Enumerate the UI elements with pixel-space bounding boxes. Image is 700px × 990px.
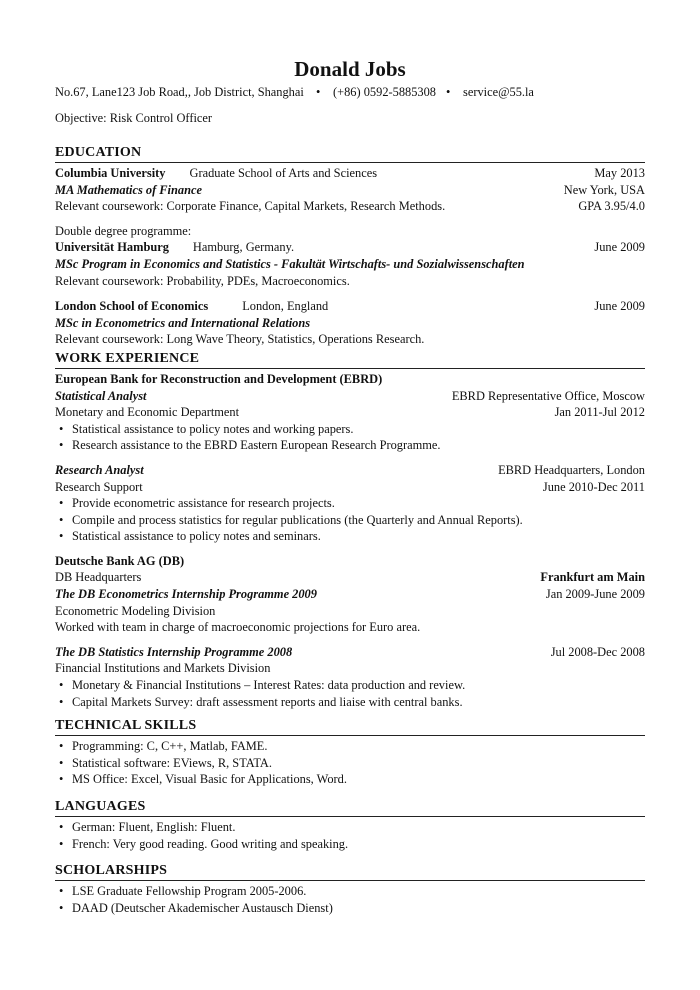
school-name: Columbia University [55, 166, 166, 180]
education-location: London, England [242, 299, 329, 314]
contact-separator: • [446, 85, 451, 99]
section-heading-languages: LANGUAGES [55, 799, 645, 817]
section-heading-work-experience: WORK EXPERIENCE [55, 351, 645, 369]
objective: Objective: Risk Control Officer [55, 111, 213, 125]
job-date: June 2010-Dec 2011 [542, 479, 645, 494]
job-title: The DB Statistics Internship Programme 2008 [55, 644, 293, 659]
gpa: GPA 3.95/4.0 [578, 199, 645, 214]
email: service@55.la [463, 85, 534, 99]
employer-ebrd: European Bank for Reconstruction and Development (EBRD) [55, 371, 383, 386]
education-location: New York, USA [563, 182, 645, 197]
section-heading-scholarships: SCHOLARSHIPS [55, 863, 645, 881]
list-item: • Programming: C, C++, Matlab, FAME. [55, 738, 645, 755]
education-date: June 2009 [594, 240, 645, 255]
education-location: Hamburg, Germany. [192, 240, 295, 255]
list-item: • French: Very good reading. Good writing and speaking. [55, 836, 645, 853]
job-location: EBRD Headquarters, London [498, 462, 645, 477]
list-item: • German: Fluent, English: Fluent. [55, 819, 645, 836]
job-title: The DB Econometrics Internship Programme 2009 [55, 587, 317, 602]
section-heading-education: EDUCATION [55, 145, 645, 163]
job-date: Jan 2011-Jul 2012 [554, 405, 645, 420]
education-lse [55, 298, 645, 315]
education-date: May 2013 [594, 166, 645, 180]
degree: MSc Program in Economics and Statistics - Fakultät Wirtschafts- und Sozialwissenschaften [55, 256, 525, 271]
job-title: Research Analyst [55, 462, 144, 477]
job-department: Financial Institutions and Markets Division [55, 661, 271, 676]
job-date: Jan 2009-June 2009 [545, 587, 645, 602]
list-item: • LSE Graduate Fellowship Program 2005-2006. [55, 883, 645, 900]
degree: MA Mathematics of Finance [55, 182, 202, 197]
employer-deutsche-bank: Deutsche Bank AG (DB) [55, 553, 185, 568]
job-description: Worked with team in charge of macroeconomic projections for Euro area. [55, 620, 421, 635]
resume-page [55, 56, 645, 916]
job-department: Econometric Modeling Division [55, 603, 216, 618]
job-location: Frankfurt am Main [540, 570, 645, 585]
job-department: DB Headquarters [55, 570, 142, 585]
list-item: • Research assistance to the EBRD Eastern European Research Programme. [55, 437, 645, 454]
degree: MSc in Econometrics and International Relations [55, 315, 311, 330]
address: No.67, Lane123 Job Road,, Job District, Shanghai [55, 85, 304, 99]
job-date: Jul 2008-Dec 2008 [550, 644, 645, 659]
coursework: Relevant coursework: Corporate Finance, Capital Markets, Research Methods. [55, 199, 446, 214]
section-heading-technical-skills: TECHNICAL SKILLS [55, 718, 645, 736]
double-degree-note: Double degree programme: [55, 223, 192, 238]
candidate-name: Donald Jobs [294, 57, 406, 81]
phone: (+86) 0592-5885308 [333, 85, 437, 99]
list-item: • Statistical assistance to policy notes and working papers. [55, 421, 645, 438]
list-item: • Capital Markets Survey: draft assessment reports and liaise with central banks. [55, 694, 645, 711]
job-title: Statistical Analyst [55, 388, 147, 403]
job-department: Research Support [55, 479, 143, 494]
coursework: Relevant coursework: Probability, PDEs, Macroeconomics. [55, 273, 350, 288]
list-item: • DAAD (Deutscher Akademischer Austausch Dienst) [55, 900, 645, 917]
list-item: • Statistical assistance to policy notes and seminars. [55, 528, 645, 545]
school-name: London School of Economics [55, 299, 209, 314]
list-item: • Monetary & Financial Institutions – Interest Rates: data production and review. [55, 677, 645, 694]
list-item: • Statistical software: EViews, R, STATA. [55, 755, 645, 772]
job-location: EBRD Representative Office, Moscow [451, 388, 645, 403]
contact-separator: • [316, 85, 321, 99]
list-item: • Provide econometric assistance for research projects. [55, 495, 645, 512]
job-department: Monetary and Economic Department [55, 405, 240, 420]
school-name: Universität Hamburg [55, 240, 169, 255]
coursework: Relevant coursework: Long Wave Theory, Statistics, Operations Research. [55, 332, 425, 347]
education-hamburg [55, 239, 645, 256]
school-department: Graduate School of Arts and Sciences [189, 166, 378, 180]
list-item: • Compile and process statistics for regular publications (the Quarterly and Annual Reports). [55, 512, 645, 529]
list-item: • MS Office: Excel, Visual Basic for Applications, Word. [55, 771, 645, 788]
education-date: June 2009 [594, 299, 645, 314]
contact-line [55, 84, 645, 101]
education-columbia [55, 165, 645, 182]
